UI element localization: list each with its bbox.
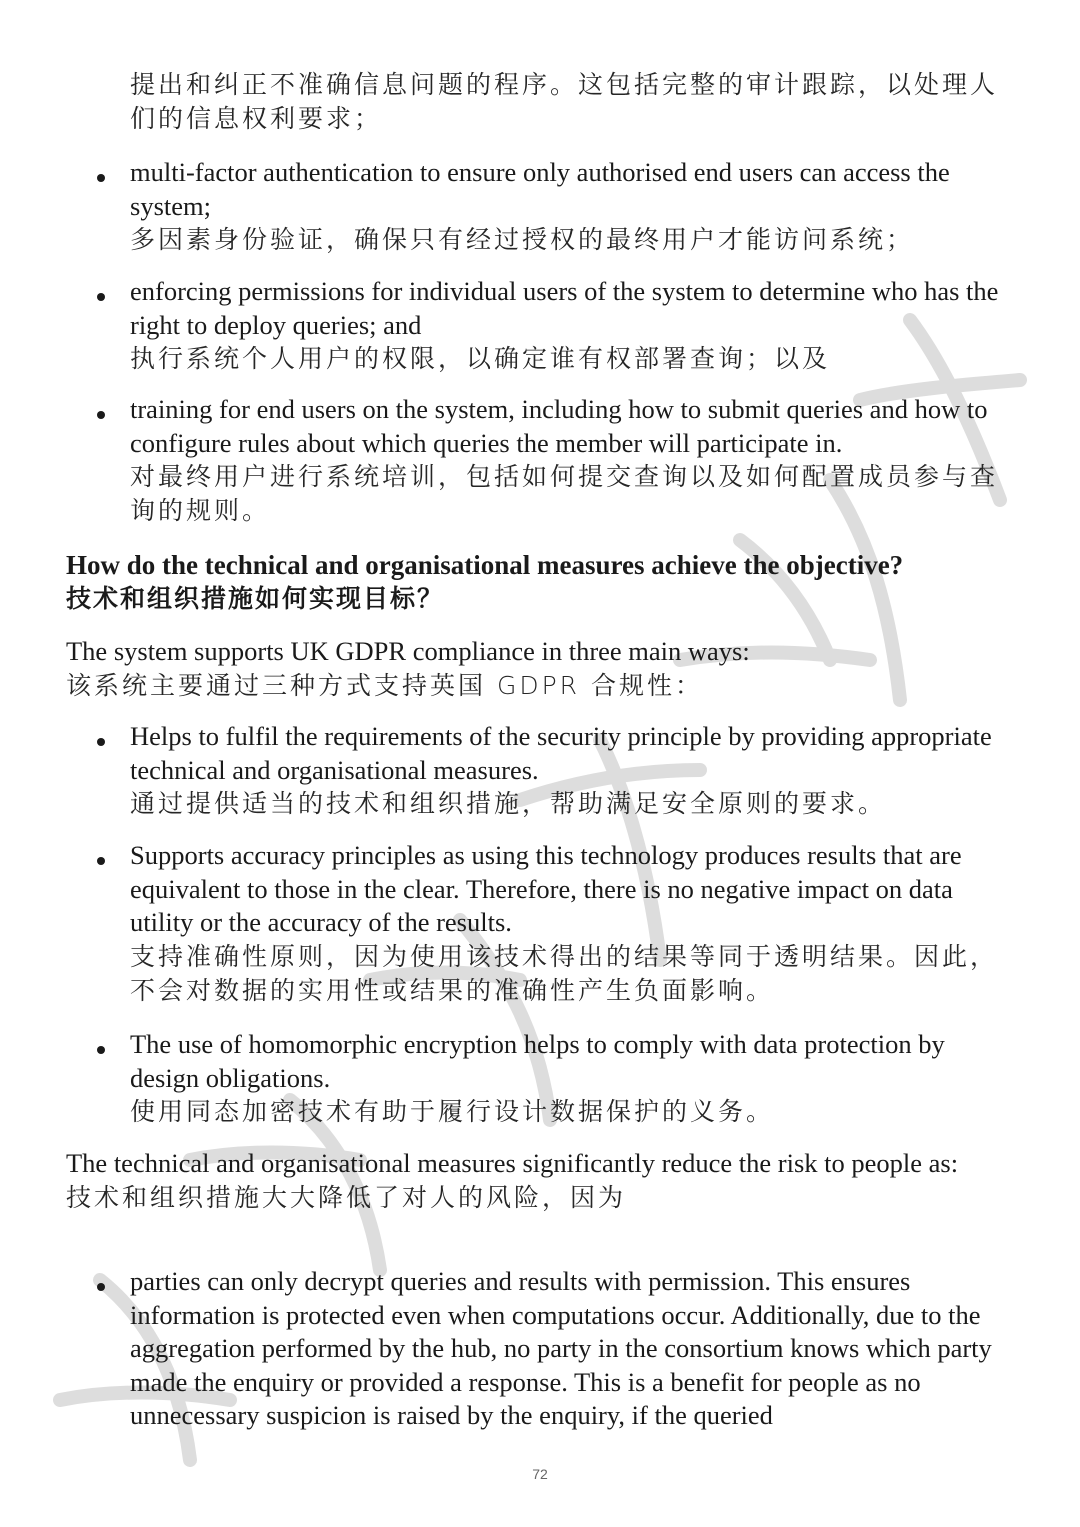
section-heading [66,549,1016,616]
list-item-text-en: parties can only decrypt queries and results with permission. This ensures information is protected even when computations occur. Additionally, due to the aggregation performed by the hub, no party in the consortium knows which party made the enquiry or provided a response. This is a benefit for people as no unnecessary suspicion is raised by the enquiry, if the queried [130,1266,992,1430]
list-item-text-en: training for end users on the system, including how to submit queries and how to configure rules about which queries the member will participate in. [130,394,988,458]
list-item [130,1028,1010,1129]
bullet-dot [97,1046,105,1054]
list-item [130,393,1010,528]
bullet-dot [97,174,105,182]
page-number: 72 [532,1466,548,1482]
list-item [130,839,1010,1008]
section-heading-zh: 技术和组织措施如何实现目标？ [66,584,445,613]
bullet-dot [97,1283,105,1291]
bullet-dot [97,857,105,865]
list-item [130,720,1010,821]
list-item-text-zh: 支持准确性原则，因为使用该技术得出的结果等同于透明结果。因此，不会对数据的实用性或结果的准确性产生负面影响。 [130,941,999,1005]
list-item-text-en: The use of homomorphic encryption helps to comply with data protection by design obligations. [130,1029,945,1093]
intro-text-zh: 该系统主要通过三种方式支持英国 GDPR 合规性： [66,670,703,700]
list-item [130,275,1010,376]
bullet-dot [97,411,105,419]
list-item-text-zh: 对最终用户进行系统培训，包括如何提交查询以及如何配置成员参与查询的规则。 [130,462,999,525]
list-item-text-en: enforcing permissions for individual users of the system to determine who has the right to deploy queries; and [130,276,999,340]
list-item-text-en: multi-factor authentication to ensure only authorised end users can access the system; [130,157,950,221]
list-item-text-zh: 执行系统个人用户的权限，以确定谁有权部署查询；以及 [130,344,831,373]
section-heading-en: How do the technical and organisational measures achieve the objective? [66,550,904,580]
list-item [130,1265,1015,1433]
list-item-text-en: Helps to fulfil the requirements of the security principle by providing appropriate technical and organisational measures. [130,721,992,785]
bullet-dot [97,738,105,746]
bullet-dot [97,293,105,301]
risk-text-zh: 技术和组织措施大大降低了对人的风险，因为 [66,1182,627,1212]
continuation-text-zh: 提出和纠正不准确信息问题的程序。这包括完整的审计跟踪，以处理人们的信息权利要求； [130,70,999,133]
intro-text-en: The system supports UK GDPR compliance in three main ways: [66,636,750,666]
list-item-text-en: Supports accuracy principles as using this technology produces results that are equivalent to those in the clear. Therefore, there is no negative impact on data utility or the accuracy of the results. [130,840,962,937]
risk-paragraph [66,1147,1011,1215]
list-item-text-zh: 多因素身份验证，确保只有经过授权的最终用户才能访问系统； [130,225,915,254]
intro-paragraph [66,635,1016,703]
risk-text-en: The technical and organisational measures significantly reduce the risk to people as: [66,1148,959,1178]
list-item-text-zh: 通过提供适当的技术和组织措施，帮助满足安全原则的要求。 [130,789,887,818]
list-item-text-zh: 使用同态加密技术有助于履行设计数据保护的义务。 [130,1097,775,1126]
list-item [130,156,1010,257]
